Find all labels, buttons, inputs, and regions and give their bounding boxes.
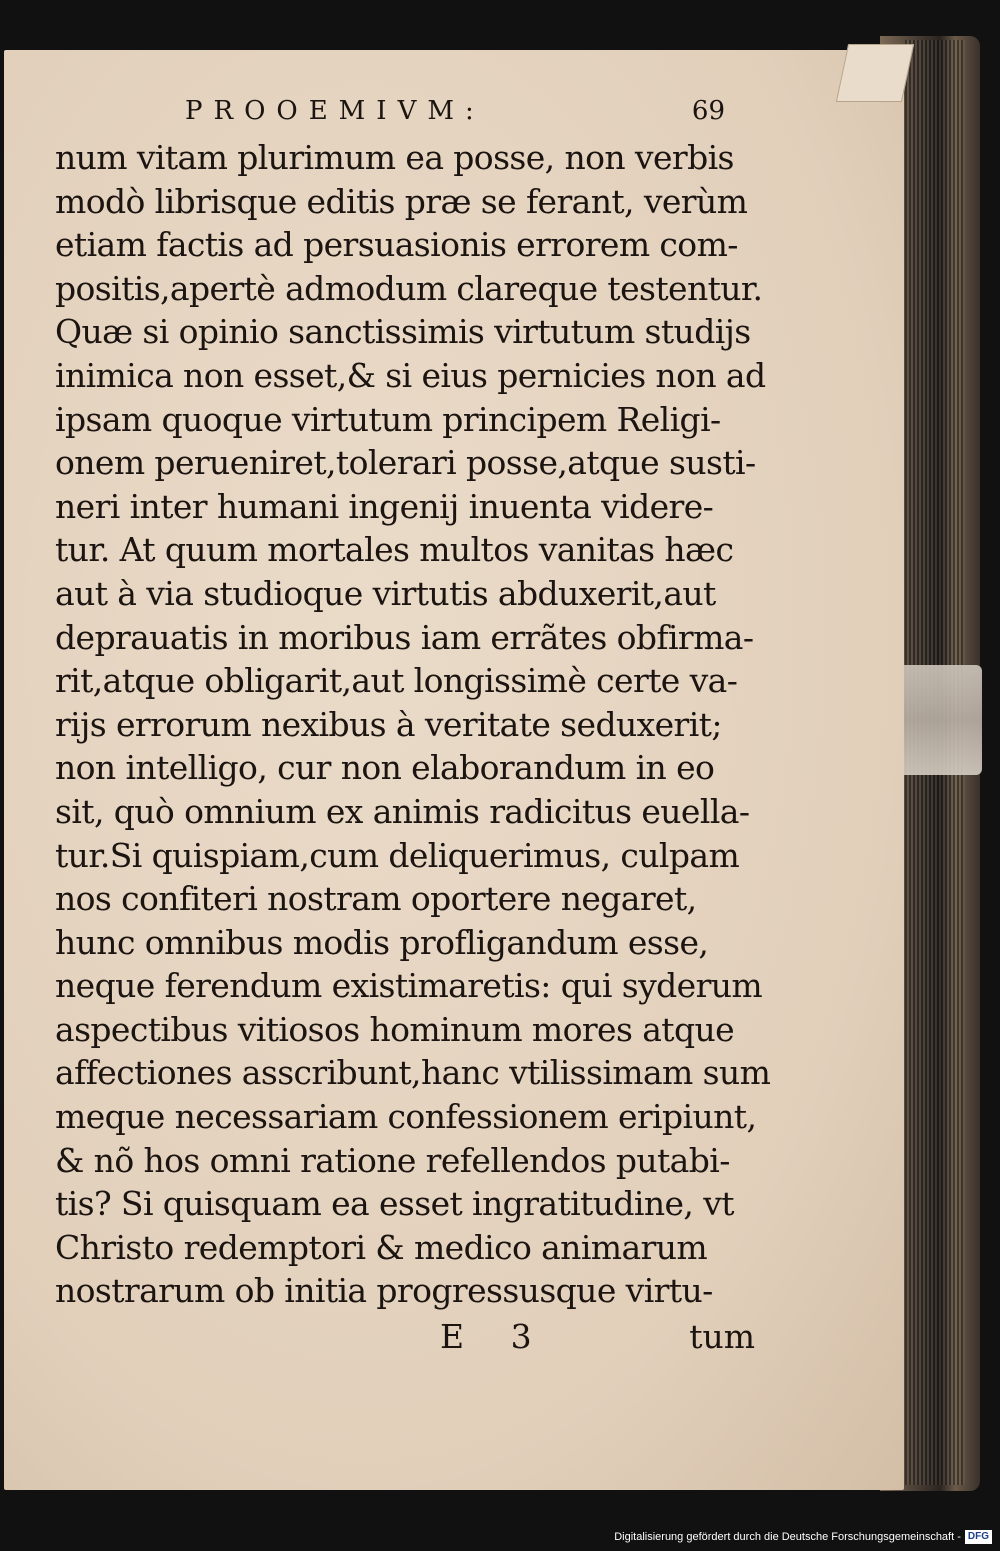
text-line: inimica non esset,& si eius pernicies non ad: [55, 355, 766, 395]
text-line: rijs errorum nexibus à veritate seduxerit;: [55, 704, 722, 744]
text-line: etiam factis ad persuasionis errorem com-: [55, 225, 738, 265]
text-line: aut à via studioque virtutis abduxerit,aut: [55, 573, 716, 613]
text-line: affectiones asscribunt,hanc vtilissimam sum: [55, 1053, 771, 1093]
digitization-credit: [614, 1529, 992, 1545]
text-line: meque necessariam confessionem eripiunt,: [55, 1097, 757, 1137]
running-head-title: PROOEMIVM:: [185, 96, 485, 126]
text-line: Christo redemptori & medico animarum: [55, 1227, 708, 1267]
catchword: tum: [689, 1316, 755, 1356]
text-line: non intelligo, cur non elaborandum in eo: [55, 748, 715, 788]
text-line: hunc omnibus modis profligandum esse,: [55, 922, 709, 962]
signature-mark: E 3: [440, 1316, 550, 1356]
text-line: neque ferendum existimaretis: qui syderum: [55, 966, 763, 1006]
text-line: sit, quò omnium ex animis radicitus euella-: [55, 791, 750, 831]
text-line: nos confiteri nostram oportere negaret,: [55, 879, 697, 919]
text-line: tis? Si quisquam ea esset ingratitudine, vt: [55, 1184, 734, 1224]
text-line: num vitam plurimum ea posse, non verbis: [55, 138, 734, 177]
page-number: 69: [691, 96, 725, 126]
page-footer: [55, 1313, 755, 1359]
text-line: ipsam quoque virtutum principem Religi-: [55, 399, 721, 439]
running-head: [185, 96, 725, 136]
credit-text: Digitalisierung gefördert durch die Deutsche Forschungsgemeinschaft -: [614, 1531, 961, 1543]
text-line: neri inter humani ingenij inuenta videre-: [55, 486, 714, 526]
text-line: onem perueniret,tolerari posse,atque susti-: [55, 443, 756, 483]
text-line: & nõ hos omni ratione refellendos putabi-: [55, 1140, 730, 1180]
dfg-logo: DFG: [965, 1530, 992, 1544]
text-line: Quæ si opinio sanctissimis virtutum studijs: [55, 312, 751, 352]
text-line: modò librisque editis præ se ferant, verùm: [55, 181, 748, 221]
text-line: positis,apertè admodum clareque testentur.: [55, 268, 763, 308]
folded-corner: [836, 44, 914, 102]
text-line: tur. At quum mortales multos vanitas hæc: [55, 530, 734, 570]
page-text: [55, 96, 771, 1359]
text-line: nostrarum ob initia progressusque virtu-: [55, 1271, 713, 1311]
text-line: tur.Si quispiam,cum deliquerimus, culpam: [55, 835, 740, 875]
text-line: rit,atque obligarit,aut longissimè certe va-: [55, 661, 738, 701]
text-line: deprauatis in moribus iam errãtes obfirma-: [55, 617, 754, 657]
text-line: aspectibus vitiosos hominum mores atque: [55, 1009, 735, 1049]
text-lines: [55, 136, 771, 1313]
